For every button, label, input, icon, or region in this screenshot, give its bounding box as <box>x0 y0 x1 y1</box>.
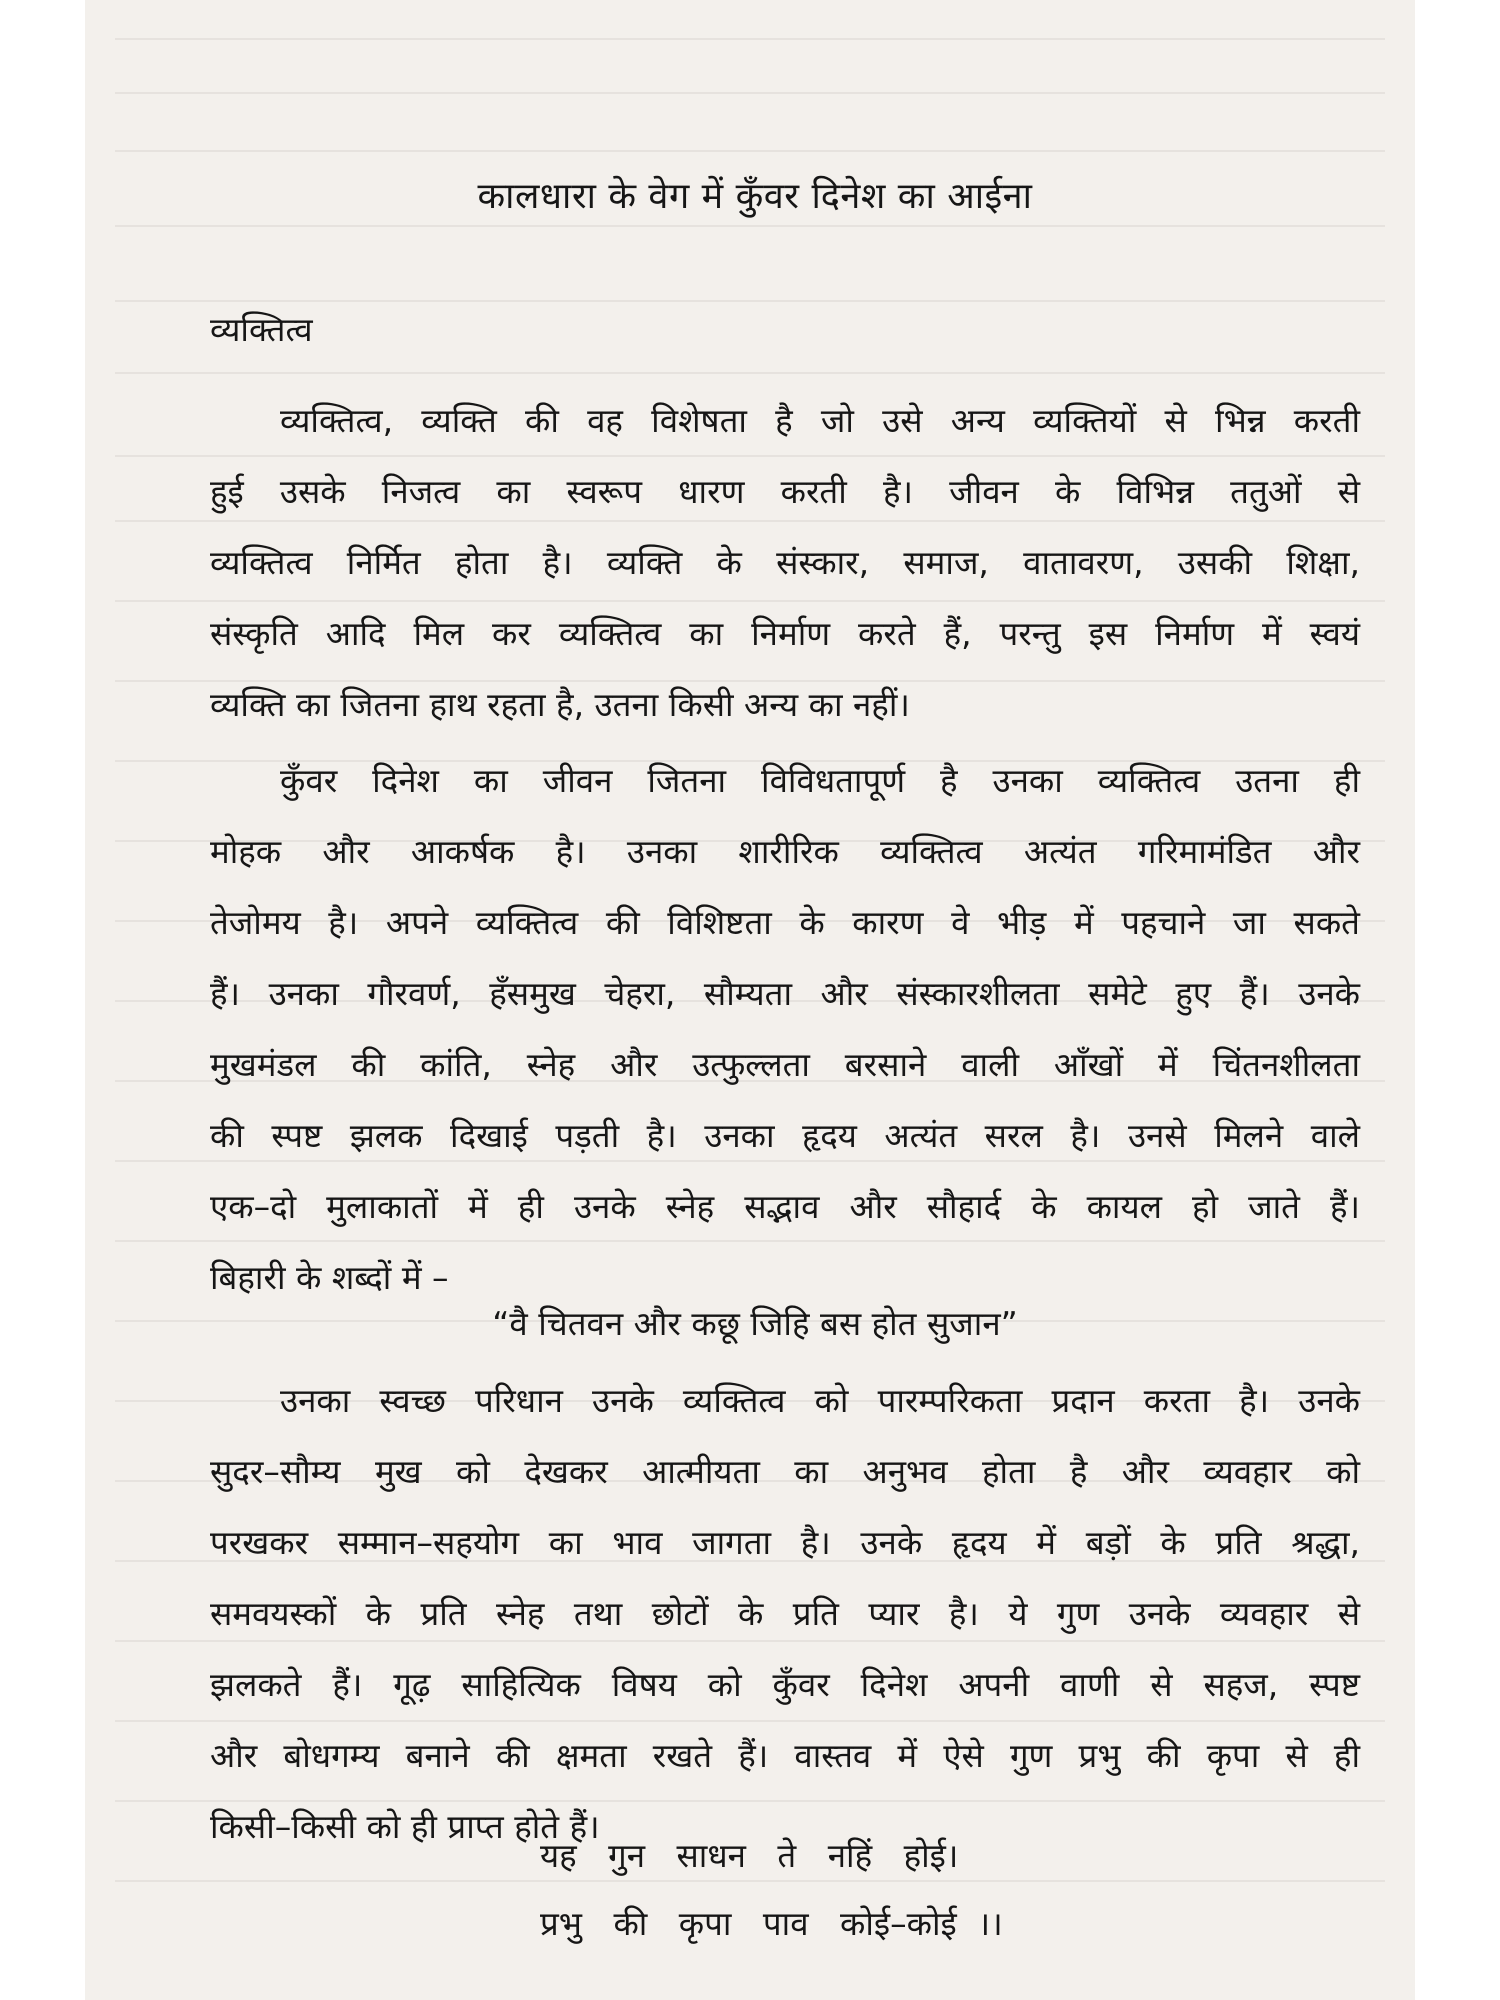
paragraph-line: हुई उसके निजत्व का स्वरूप धारण करती है। जीवन के विभिन्न ततुओं से <box>210 472 1360 511</box>
paragraph-line: व्यक्तित्व निर्मित होता है। व्यक्ति के संस्कार, समाज, वातावरण, उसकी शिक्षा, <box>210 543 1360 582</box>
paragraph-line: व्यक्ति का जितना हाथ रहता है, उतना किसी अन्य का नहीं। <box>210 685 910 724</box>
paragraph-line: मुखमंडल की कांति, स्नेह और उत्फुल्लता बरसाने वाली आँखों में चिंतनशीलता <box>210 1045 1360 1084</box>
paragraph-line: कुँवर दिनेश का जीवन जितना विविधतापूर्ण है उनका व्यक्तित्व उतना ही <box>280 761 1360 800</box>
section-heading: व्यक्तित्व <box>210 310 313 349</box>
page-title: कालधारा के वेग में कुँवर दिनेश का आईना <box>477 176 1033 217</box>
paragraph-line: संस्कृति आदि मिल कर व्यक्तित्व का निर्माण करते हैं, परन्तु इस निर्माण में स्वयं <box>210 614 1360 653</box>
verse-line-2: प्रभु की कृपा पाव कोई–कोई ।। <box>540 1904 1003 1943</box>
paragraph-line: तेजोमय है। अपने व्यक्तित्व की विशिष्टता के कारण वे भीड़ में पहचाने जा सकते <box>210 903 1360 942</box>
paragraph-line: हैं। उनका गौरवर्ण, हँसमुख चेहरा, सौम्यता और संस्कारशीलता समेटे हुए हैं। उनके <box>210 974 1360 1013</box>
paragraph-line: सुदर–सौम्य मुख को देखकर आत्मीयता का अनुभव होता है और व्यवहार को <box>210 1452 1360 1491</box>
book-page <box>85 0 1415 2000</box>
paragraph-line: परखकर सम्मान–सहयोग का भाव जागता है। उनके हृदय में बड़ों के प्रति श्रद्धा, <box>210 1523 1360 1562</box>
paragraph-line: समवयस्कों के प्रति स्नेह तथा छोटों के प्रति प्यार है। ये गुण उनके व्यवहार से <box>210 1594 1360 1633</box>
paragraph-1 <box>210 385 1360 740</box>
paragraph-line: झलकते हैं। गूढ़ साहित्यिक विषय को कुँवर दिनेश अपनी वाणी से सहज, स्पष्ट <box>210 1665 1360 1704</box>
paragraph-line: मोहक और आकर्षक है। उनका शारीरिक व्यक्तित्व अत्यंत गरिमामंडित और <box>210 832 1360 871</box>
verse-line-1: यह गुन साधन ते नहिं होई। <box>540 1836 959 1875</box>
paragraph-line: बिहारी के शब्दों में – <box>210 1258 449 1297</box>
paragraph-line: और बोधगम्य बनाने की क्षमता रखते हैं। वास्तव में ऐसे गुण प्रभु की कृपा से ही <box>210 1736 1360 1775</box>
paragraph-line: उनका स्वच्छ परिधान उनके व्यक्तित्व को पारम्परिकता प्रदान करता है। उनके <box>280 1381 1360 1420</box>
paragraph-line: की स्पष्ट झलक दिखाई पड़ती है। उनका हृदय अत्यंत सरल है। उनसे मिलने वाले <box>210 1116 1360 1155</box>
bihari-quote: “वै चितवन और कछू जिहि बस होत सुजान” <box>492 1304 1018 1343</box>
paragraph-3 <box>210 1365 1360 1862</box>
paragraph-2 <box>210 745 1360 1313</box>
paragraph-line: व्यक्तित्व, व्यक्ति की वह विशेषता है जो उसे अन्य व्यक्तियों से भिन्न करती <box>280 401 1360 440</box>
paragraph-line: एक–दो मुलाकातों में ही उनके स्नेह सद्भाव और सौहार्द के कायल हो जाते हैं। <box>210 1187 1360 1226</box>
paragraph-line: किसी–किसी को ही प्राप्त होते हैं। <box>210 1807 600 1846</box>
